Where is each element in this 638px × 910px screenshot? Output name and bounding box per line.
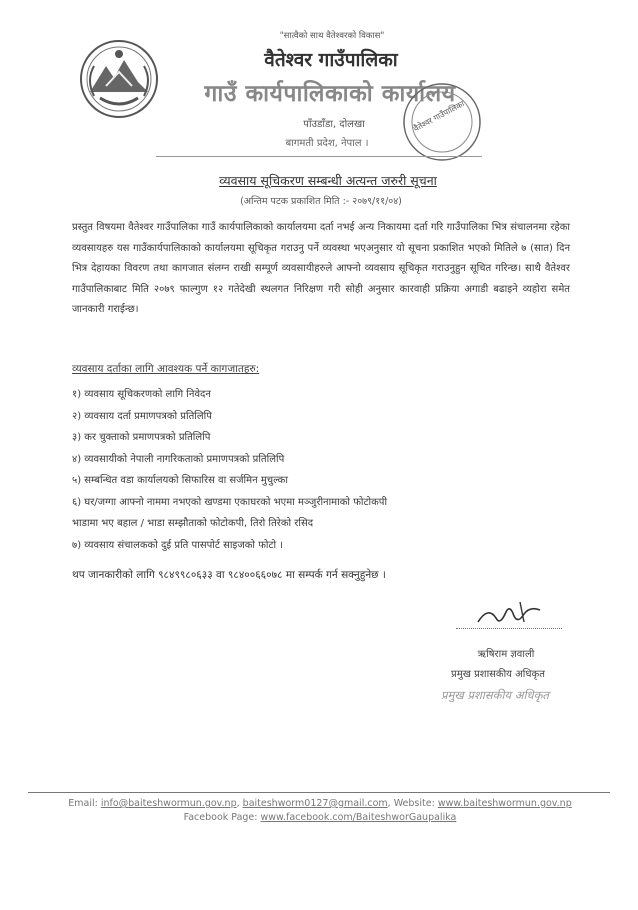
office-subtitle: गाउँ कार्यपालिकाको कार्यालय [204, 81, 456, 107]
stamp-text: वैतेश्वर गाउँपालिका [412, 99, 466, 134]
office-name: वैतेश्वर गाउँपालिका [264, 49, 398, 71]
website-label: Website: [393, 798, 435, 809]
signatory-title: प्रमुख प्रशासकीय अधिकृत [451, 669, 545, 680]
list-item: ३) कर चुक्ताको प्रमाणपत्रको प्रतिलिपि [72, 432, 211, 443]
address-line-1: पाँउडाँडा, दोलखा [303, 119, 365, 130]
notice-body: प्रस्तुत विषयमा वैतेश्वर गाउँपालिका गाउँ कार्यपालिकाको कार्यालयमा दर्ता नभई अन्य निकायमा दर्ता गरि गाउँपालिका भित्र संचालनमा रहेका व्यवसायहरु यस गाउँकार्यपालिकाको कार्यालयमा सूचिकृत गराउनु पर्ने व्यवस्था भएअनुसार यो सूचना प्रकाशित भएको मितिले ७ (सात) दिन भित्र देहायका विवरण तथा कागजात संलग्न राखी सम्पूर्ण व्यवसायीहरुले आफ्नो व्यवसाय सूचिकृत गराउनुहुन सूचित गरिन्छ। साथै वैतेश्वर गाउँपालिकाबाट मिति २०७९ फाल्गुण १२ गतेदेखी स्थलगत निरिक्षण गरी सोही अनुसार कारवाही प्रक्रिया अगाडी बढाइने व्यहोरा समेत जानकारी गराईन्छ। [72, 222, 570, 315]
list-item: भाडामा भए बहाल / भाडा सम्झौताको फोटोकपी, तिरो तिरेको रसिद [72, 518, 314, 529]
office-motto: "सात्वैको साथ वैतेश्वरको विकास" [279, 31, 385, 41]
website-link[interactable]: www.baiteshwormun.gov.np [437, 798, 572, 809]
nepal-emblem-icon [76, 36, 162, 122]
address-line-2: बागमती प्रदेश, नेपाल । [285, 138, 369, 149]
list-item: ५) सम्बन्धित वडा कार्यालयको सिफारिस वा सर्जमिन मुचुल्का [72, 475, 288, 486]
list-item: २) व्यवसाय दर्ता प्रमाणपत्रको प्रतिलिपि [72, 410, 212, 422]
list-item: ६) घर/जग्गा आफ्नो नाममा नभएको खण्डमा एकाघरको भएमा मञ्जुरीनामाको फोटोकपी [72, 496, 388, 508]
office-stamp-icon [398, 78, 486, 166]
signature-line [456, 628, 562, 629]
signatory-stamp: प्रमुख प्रशासकीय अधिकृत [441, 688, 549, 702]
required-docs-list [72, 384, 572, 556]
signature-icon [474, 596, 544, 630]
list-item: ७) व्यवसाय संचालकको दुई प्रति पासपोर्ट साइजको फोटो । [72, 539, 284, 551]
email-link-gmail[interactable]: baiteshworm0127@gmail.com [242, 798, 388, 809]
list-item: १) व्यवसाय सूचिकरणको लागि निवेदन [72, 389, 211, 400]
list-item: ४) व्यवसायीको नेपाली नागरिकताको प्रमाणपत्रको प्रतिलिपि [72, 453, 285, 465]
footer-divider [28, 792, 610, 793]
contact-info: थप जानकारीको लागि ९८४९९८०६३३ वा ९८४००६६०७८ मा सम्पर्क गर्न सक्नुहुनेछ । [72, 569, 386, 581]
footer-facebook [40, 812, 600, 823]
email-label: Email: [68, 798, 98, 809]
facebook-label: Facebook Page: [183, 812, 258, 823]
facebook-link[interactable]: www.facebook.com/BaiteshworGaupalika [260, 812, 457, 823]
email-link-info[interactable]: info@baiteshwormun.gov.np [100, 798, 237, 809]
required-docs-heading: व्यवसाय दर्ताका लागि आवश्यक पर्ने कागजातहरु: [72, 363, 260, 375]
footer-contact: Email: info@baiteshwormun.gov.np, baiteshworm0127@gmail.com, Website: www.baiteshwormun.gov.np [68, 798, 572, 809]
notice-title: व्यवसाय सूचिकरण सम्बन्धी अत्यन्त जरुरी सूचना [219, 173, 437, 188]
header-divider [156, 156, 482, 157]
signatory-name: ऋषिराम ज्ञवाली [477, 649, 535, 660]
notice-publish-date: (अन्तिम पटक प्रकाशित मिति :- २०७९/११/०४) [240, 196, 402, 207]
